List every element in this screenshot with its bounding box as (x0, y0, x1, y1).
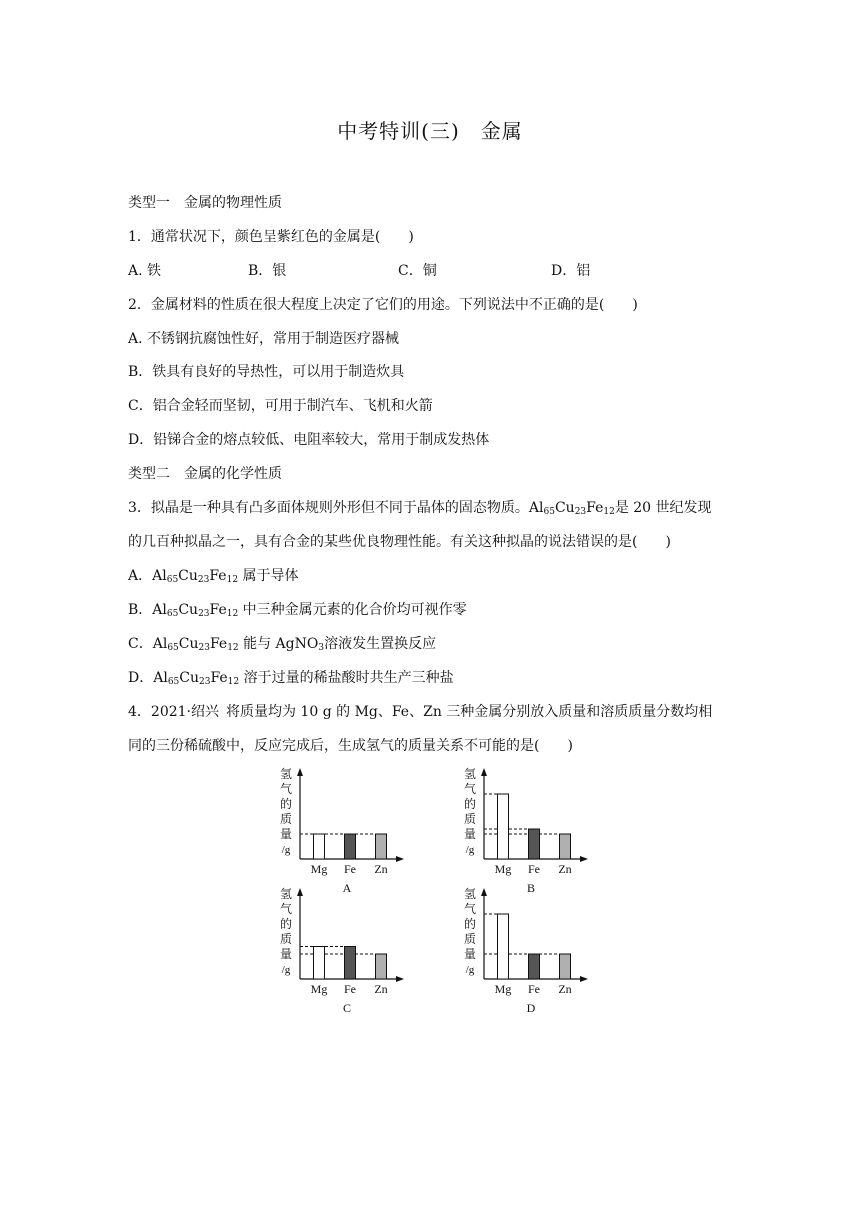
bar-chart (272, 884, 412, 1015)
x-axis-arrow (580, 856, 588, 862)
q3-formula: $Al_{65}Cu_{23}Fe_{12}$ (152, 636, 239, 653)
x-tick-label: Zn (558, 862, 572, 876)
x-tick-label: Fe (344, 982, 356, 996)
y-axis-arrow (481, 888, 487, 896)
section-heading-2: 类型二 金属的化学性质 (128, 466, 282, 482)
y-axis-label-char: 量 (279, 827, 293, 841)
chart-label: D (526, 1001, 536, 1015)
x-tick-label: Zn (374, 862, 388, 876)
bar-zn (560, 954, 571, 979)
q1-option-d: D．铝 (551, 263, 591, 279)
q2-option-d: D．铅锑合金的熔点较低、电阻率较大，常用于制成发热体 (128, 432, 490, 448)
section-heading-1: 类型一 金属的物理性质 (128, 195, 282, 211)
x-tick-label: Mg (310, 862, 328, 876)
y-axis-label-char: 量 (463, 827, 477, 841)
x-axis-arrow (396, 976, 404, 982)
bar-zn (560, 834, 571, 859)
x-tick-label: Mg (494, 862, 512, 876)
y-axis-label-char: 质 (279, 812, 293, 826)
q1-option-c: C．铜 (398, 263, 437, 279)
y-axis-label-char: 氢 (279, 887, 293, 901)
q1-option-a: A. 铁 (128, 263, 162, 279)
y-axis-label-char: 气 (463, 902, 477, 916)
chart-d (456, 884, 596, 1015)
y-axis-unit: /g (281, 844, 291, 856)
q3-option-a: A．$Al_{65}Cu_{23}Fe_{12}$ 属于导体 (128, 568, 299, 585)
y-axis-label-char: 的 (463, 797, 477, 811)
bar-mg (498, 914, 509, 979)
y-axis-label-char: 氢 (463, 887, 477, 901)
y-axis-arrow (297, 888, 303, 896)
y-axis-label-char: 气 (279, 902, 293, 916)
x-tick-label: Fe (344, 862, 356, 876)
q2-option-a: A. 不锈钢抗腐蚀性好，常用于制造医疗器械 (128, 331, 400, 347)
chart-c (272, 884, 412, 1015)
bar-mg (498, 794, 509, 859)
y-axis-label-char: 质 (463, 932, 477, 946)
y-axis-label-char: 氢 (463, 767, 477, 781)
bar-fe (529, 954, 540, 979)
bar-zn (376, 954, 387, 979)
x-tick-label: Fe (528, 982, 540, 996)
y-axis-label-char: 质 (463, 812, 477, 826)
x-tick-label: Zn (374, 982, 388, 996)
y-axis-arrow (481, 768, 487, 776)
chart-label: A (342, 881, 352, 895)
q3-formula: $Al_{65}Cu_{23}Fe_{12}$ (152, 568, 239, 585)
x-tick-label: Mg (310, 982, 328, 996)
q2-option-b: B．铁具有良好的导热性，可以用于制造炊具 (128, 364, 405, 380)
q3-formula: $Al_{65}Cu_{23}Fe_{12}$ (152, 602, 239, 619)
q1-option-b: B．银 (248, 263, 287, 279)
y-axis-label-char: 的 (463, 917, 477, 931)
page-title: 中考特训(三) 金属 (337, 119, 523, 143)
q1-stem: 1．通常状况下，颜色呈紫红色的金属是( ) (128, 229, 414, 245)
y-axis-label-char: 氢 (279, 767, 293, 781)
q3-option-c: C．$Al_{65}Cu_{23}Fe_{12}$ 能与 AgNO$_3$溶液发生置换反应 (128, 636, 437, 653)
bar-chart (272, 764, 412, 895)
q3-stem-post: 是 20 世纪发现 (614, 500, 712, 516)
y-axis-unit: /g (465, 964, 475, 976)
bar-fe (345, 947, 356, 980)
y-axis-label-char: 量 (463, 947, 477, 961)
x-tick-label: Fe (528, 862, 540, 876)
q2-stem: 2．金属材料的性质在很大程度上决定了它们的用途。下列说法中不正确的是( ) (128, 297, 638, 313)
y-axis-label-char: 的 (279, 797, 293, 811)
y-axis-label-char: 的 (279, 917, 293, 931)
x-axis-arrow (580, 976, 588, 982)
q3-formula: $Al_{65}Cu_{23}Fe_{12}$ (528, 500, 615, 517)
q4-stem-line1: 4．2021·绍兴 将质量均为 10 g 的 Mg、Fe、Zn 三种金属分别放入质量和溶质质量分数均相 (128, 704, 713, 720)
q3-option-d: D．$Al_{65}Cu_{23}Fe_{12}$ 溶于过量的稀盐酸时共生产三种盐 (128, 670, 454, 687)
bar-zn (376, 834, 387, 859)
q3-stem-line2: 的几百种拟晶之一，具有合金的某些优良物理性能。有关这种拟晶的说法错误的是( ) (128, 534, 671, 550)
bar-fe (529, 829, 540, 859)
q2-option-c: C．铝合金轻而坚韧，可用于制汽车、飞机和火箭 (128, 398, 433, 414)
bar-mg (314, 947, 325, 980)
x-tick-label: Zn (558, 982, 572, 996)
x-axis-arrow (396, 856, 404, 862)
y-axis-label-char: 气 (279, 782, 293, 796)
bar-chart (456, 884, 596, 1015)
y-axis-unit: /g (465, 844, 475, 856)
y-axis-label-char: 气 (463, 782, 477, 796)
y-axis-label-char: 质 (279, 932, 293, 946)
bar-fe (345, 834, 356, 859)
y-axis-arrow (297, 768, 303, 776)
bar-chart (456, 764, 596, 895)
q4-stem-line2: 同的三份稀硫酸中，反应完成后，生成氢气的质量关系不可能的是( ) (128, 738, 573, 754)
x-tick-label: Mg (494, 982, 512, 996)
y-axis-unit: /g (281, 964, 291, 976)
q3-stem-pre: 3．拟晶是一种具有凸多面体规则外形但不同于晶体的固态物质。 (128, 500, 529, 516)
q3-option-b: B．$Al_{65}Cu_{23}Fe_{12}$ 中三种金属元素的化合价均可视作零 (128, 602, 467, 619)
q3-formula: $Al_{65}Cu_{23}Fe_{12}$ (153, 670, 240, 687)
bar-mg (314, 834, 325, 859)
q3-stem (128, 497, 712, 517)
chart-a (272, 764, 412, 895)
chart-label: C (342, 1001, 352, 1015)
chart-b (456, 764, 596, 895)
y-axis-label-char: 量 (279, 947, 293, 961)
chart-label: B (526, 881, 536, 895)
